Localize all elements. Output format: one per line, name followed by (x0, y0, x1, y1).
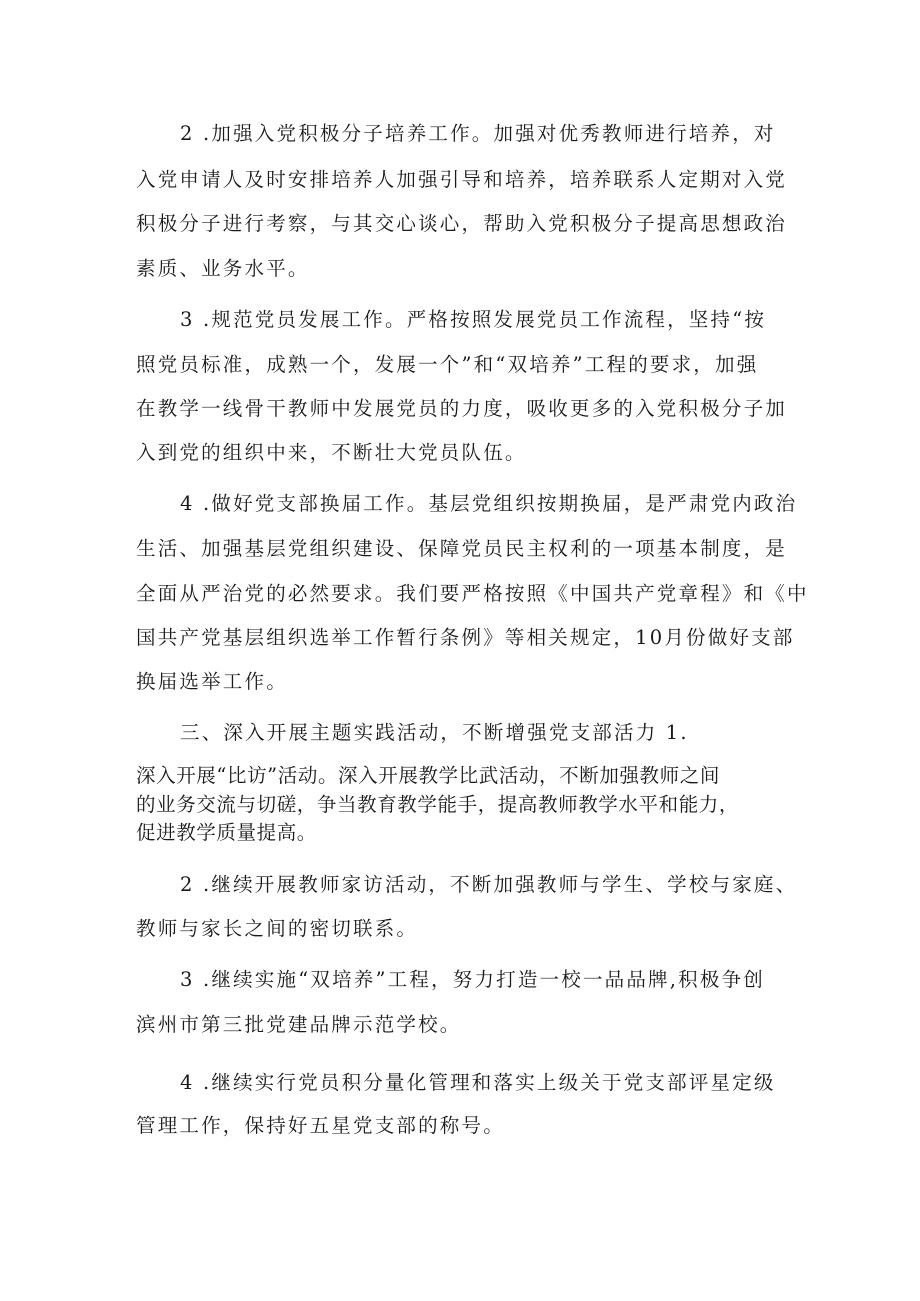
paragraph-line: 滨州市第三批党建品牌示范学校。 (136, 1013, 462, 1036)
paragraph-line: 2 .加强入党积极分子培养工作。加强对优秀教师进行培养，对 (180, 122, 776, 145)
section-heading: 三、深入开展主题实践活动，不断增强党支部活力 1. (180, 721, 689, 744)
paragraph-line: 2 .继续开展教师家访活动，不断加强教师与学生、学校与家庭、 (180, 873, 798, 896)
paragraph-line: 换届选举工作。 (136, 670, 288, 693)
paragraph-line: 素质、业务水平。 (136, 257, 310, 280)
paragraph-line: 3 .规范党员发展工作。严格按照发展党员工作流程，坚持“按 (180, 308, 767, 331)
paragraph-line: 管理工作，保持好五星党支部的称号。 (136, 1114, 505, 1137)
paragraph-line: 4 .继续实行党员积分量化管理和落实上级关于党支部评星定级 (180, 1071, 776, 1094)
paragraph-line: 4 .做好党支部换届工作。基层党组织按期换届，是严肃党内政治 (180, 492, 798, 515)
paragraph-line: 深入开展“比访”活动。深入开展教学比武活动，不断加强教师之间 (136, 764, 720, 787)
paragraph-line: 生活、加强基层党组织建设、保障党员民主权利的一项基本制度，是 (136, 537, 788, 560)
paragraph-line: 照党员标准，成熟一个，发展一个”和“双培养”工程的要求，加强 (136, 353, 759, 376)
paragraph-line: 入到党的组织中来，不断壮大党员队伍。 (136, 441, 527, 464)
paragraph-line: 全面从严治党的必然要求。我们要严格按照《中国共产党章程》和《中 (136, 582, 809, 605)
paragraph-line: 积极分子进行考察，与其交心谈心，帮助入党积极分子提高思想政治 (136, 212, 788, 235)
paragraph-line: 教师与家长之间的密切联系。 (136, 917, 419, 940)
paragraph-line: 促进教学质量提高。 (136, 821, 317, 844)
paragraph-line: 在教学一线骨干教师中发展党员的力度，吸收更多的入党积极分子加 (136, 397, 788, 420)
paragraph-line: 入党申请人及时安排培养人加强引导和培养，培养联系人定期对入党 (136, 168, 788, 191)
paragraph-line: 的业务交流与切磋，争当教育教学能手，提高教师教学水平和能力， (136, 793, 740, 816)
paragraph-line: 3 .继续实施“双培养”工程，努力打造一校一品品牌,积极争创 (180, 968, 765, 991)
paragraph-line: 国共产党基层组织选举工作暂行条例》等相关规定，10月份做好支部 (136, 626, 795, 649)
